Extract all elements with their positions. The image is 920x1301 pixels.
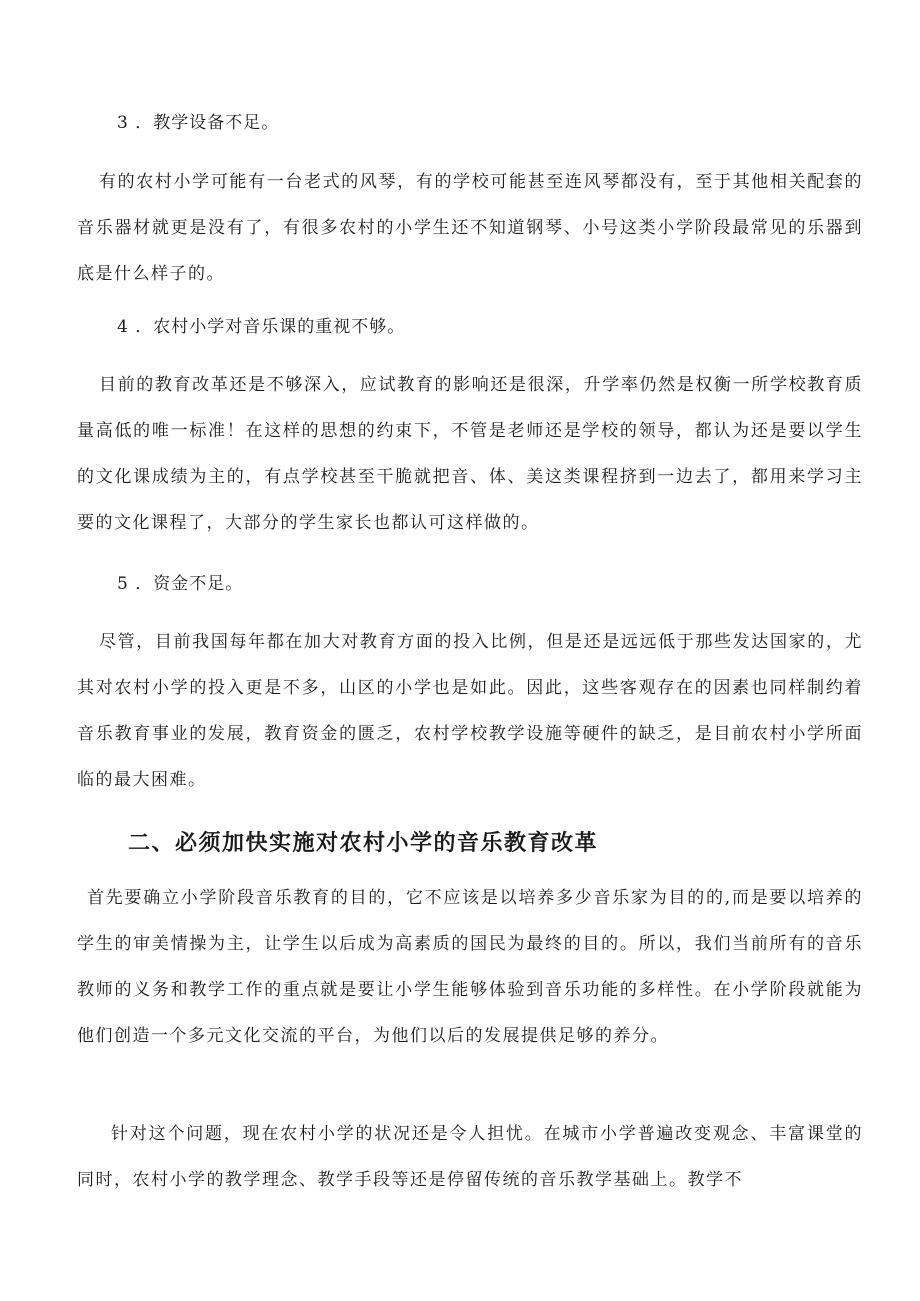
- paragraph-concern: 针对这个问题，现在农村小学的状况还是令人担忧。在城市小学普遍改变观念、丰富课堂的同时，农村小学的教学理念、教学手段等还是停留传统的音乐教学基础上。教学不: [77, 1124, 863, 1190]
- item-heading-5: 5 ．资金不足。: [117, 574, 244, 594]
- section-heading-two: 二、必须加快实施对农村小学的音乐教育改革: [128, 831, 599, 856]
- item-heading-3: 3 ．教学设备不足。: [117, 113, 280, 133]
- item-heading-4: 4 ．农村小学对音乐课的重视不够。: [117, 317, 406, 337]
- paragraph-equipment: 有的农村小学可能有一台老式的风琴，有的学校可能甚至连风琴都没有，至于其他相关配套的音乐器材就更是没有了，有很多农村的小学生还不知道钢琴、小号这类小学阶段最常见的乐器到底是什么样子的。: [77, 172, 863, 284]
- paragraph-funding: 尽管，目前我国每年都在加大对教育方面的投入比例，但是还是远远低于那些发达国家的，尤其对农村小学的投入更是不多，山区的小学也是如此。因此，这些客观存在的因素也同样制约着音乐教育事业的发展，教育资金的匮乏，农村学校教学设施等硬件的缺乏，是目前农村小学所面临的最大困难。: [77, 632, 863, 790]
- paragraph-purpose: 首先要确立小学阶段音乐教育的目的，它不应该是以培养多少音乐家为目的的,而是要以培养的学生的审美情操为主，让学生以后成为高素质的国民为最终的目的。所以，我们当前所有的音乐教师的义务和教学工作的重点就是要让小学生能够体验到音乐功能的多样性。在小学阶段就能为他们创造一个多元文化交流的平台，为他们以后的发展提供足够的养分。: [77, 888, 863, 1046]
- paragraph-attention: 目前的教育改革还是不够深入，应试教育的影响还是很深，升学率仍然是权衡一所学校教育质量高低的唯一标准！在这样的思想的约束下，不管是老师还是学校的领导，都认为还是要以学生的文化课成绩为主的，有点学校甚至干脆就把音、体、美这类课程挤到一边去了，都用来学习主要的文化课程了，大部分的学生家长也都认可这样做的。: [77, 375, 863, 533]
